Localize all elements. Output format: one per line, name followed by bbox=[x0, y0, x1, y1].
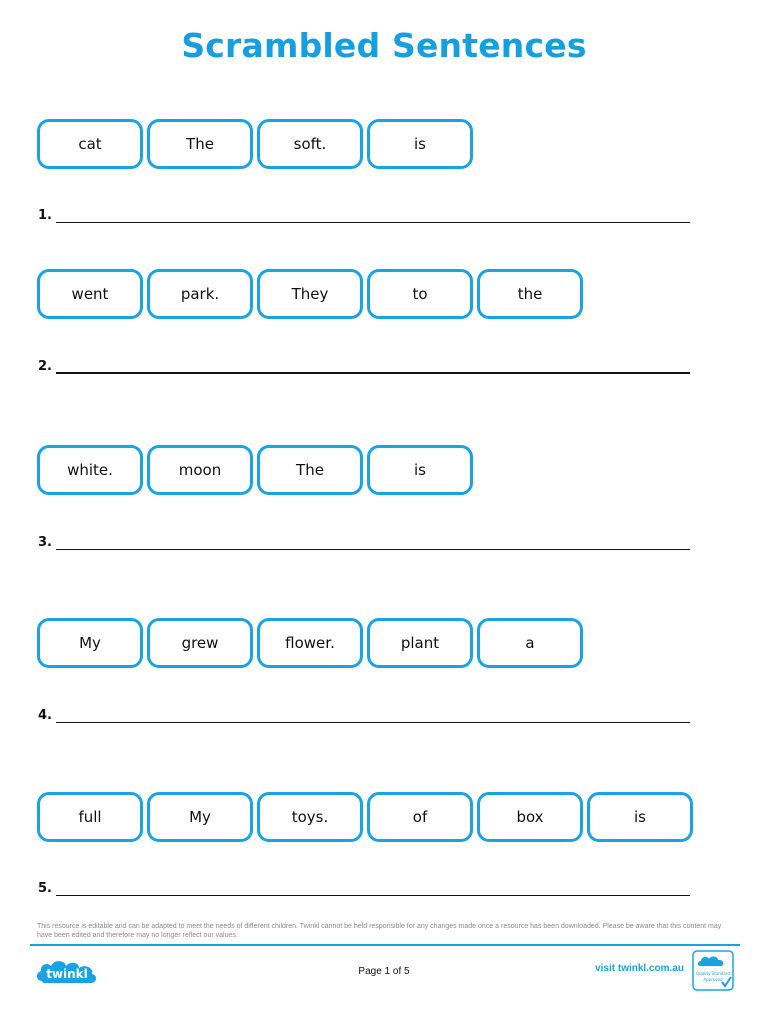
writing-rule bbox=[56, 372, 690, 374]
answer-line-1[interactable] bbox=[38, 203, 690, 223]
badge-line: Quality Standard bbox=[696, 971, 730, 976]
word-card: soft. bbox=[257, 119, 363, 169]
word-card: white. bbox=[37, 445, 143, 495]
logo-text: twinkl bbox=[46, 967, 88, 981]
writing-rule bbox=[56, 549, 690, 550]
word-card: plant bbox=[367, 618, 473, 668]
quality-badge bbox=[692, 950, 736, 992]
answer-number: 1. bbox=[38, 208, 52, 223]
word-card: My bbox=[37, 618, 143, 668]
visit-link[interactable]: visit twinkl.com.au bbox=[595, 963, 684, 974]
answer-line-5[interactable] bbox=[38, 876, 690, 896]
answer-line-2[interactable] bbox=[38, 354, 690, 374]
answer-line-4[interactable] bbox=[38, 703, 690, 723]
word-card: They bbox=[257, 269, 363, 319]
word-card: to bbox=[367, 269, 473, 319]
word-card: My bbox=[147, 792, 253, 842]
word-card: moon bbox=[147, 445, 253, 495]
word-card: full bbox=[37, 792, 143, 842]
answer-number: 3. bbox=[38, 535, 52, 550]
word-card: box bbox=[477, 792, 583, 842]
answer-number: 2. bbox=[38, 359, 52, 374]
answer-number: 4. bbox=[38, 708, 52, 723]
answer-line-3[interactable] bbox=[38, 530, 690, 550]
word-card: is bbox=[587, 792, 693, 842]
disclaimer-text: This resource is editable and can be adapted to meet the needs of different children. Twinkl cannot be held responsible for any changes made once a resource has been downloaded. Please be aware that this content may have been edited and therefore may no longer reflect our values. bbox=[37, 923, 722, 939]
badge-line: Approved bbox=[703, 977, 723, 982]
page-title: Scrambled Sentences bbox=[181, 26, 587, 65]
word-card: flower. bbox=[257, 618, 363, 668]
word-card: park. bbox=[147, 269, 253, 319]
writing-rule bbox=[56, 222, 690, 223]
word-card: The bbox=[147, 119, 253, 169]
word-card: is bbox=[367, 445, 473, 495]
page-number: Page 1 of 5 bbox=[358, 966, 410, 977]
word-card: a bbox=[477, 618, 583, 668]
word-card: cat bbox=[37, 119, 143, 169]
footer-divider bbox=[30, 944, 740, 946]
word-card: is bbox=[367, 119, 473, 169]
word-card: of bbox=[367, 792, 473, 842]
word-card: toys. bbox=[257, 792, 363, 842]
writing-rule bbox=[56, 722, 690, 723]
word-card: the bbox=[477, 269, 583, 319]
word-card: The bbox=[257, 445, 363, 495]
word-card: grew bbox=[147, 618, 253, 668]
word-card: went bbox=[37, 269, 143, 319]
writing-rule bbox=[56, 895, 690, 896]
answer-number: 5. bbox=[38, 881, 52, 896]
